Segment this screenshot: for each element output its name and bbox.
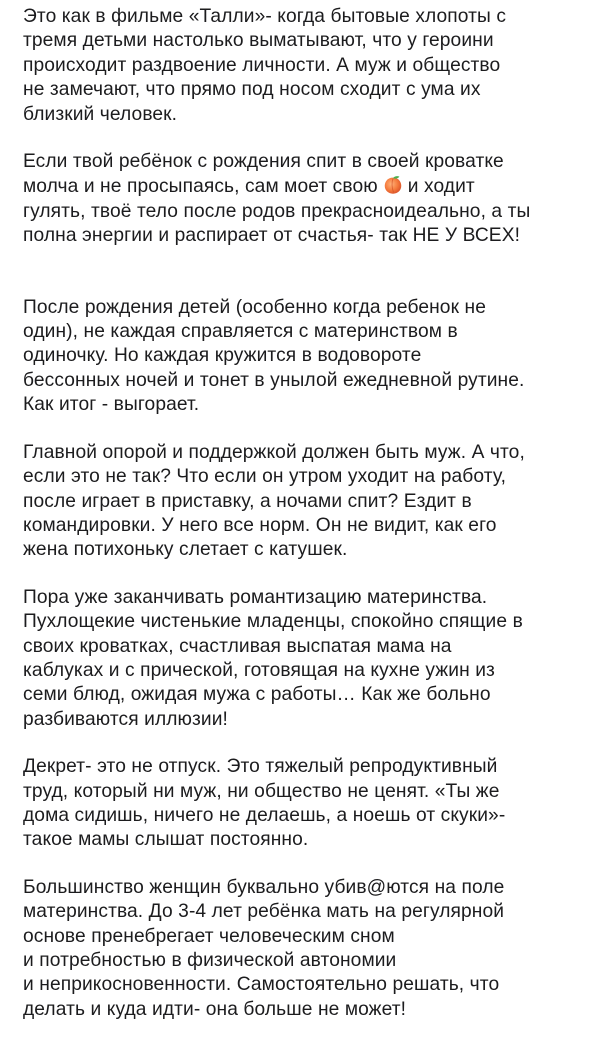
text-line: труд, который ни муж, ни общество не ценят. «Ты же <box>23 780 500 802</box>
peach-icon <box>382 174 404 196</box>
text-line: дома сидишь, ничего не делаешь, а ноешь от скуки»- <box>23 804 506 826</box>
text-line: и неприкосновенности. Самостоятельно решать, что <box>23 974 500 996</box>
text-line: разбиваются иллюзии! <box>23 708 228 730</box>
text-line: материнства. До 3-4 лет ребёнка мать на регулярной <box>23 901 505 923</box>
text-line: такое мамы слышат постоянно. <box>23 829 309 851</box>
paragraph-not-for-everyone <box>23 150 593 249</box>
paragraph-romanticization <box>23 586 593 732</box>
text-line: каблуках и с прической, готовящая на кухне ужин из <box>23 659 495 681</box>
text-line: Если твой ребёнок с рождения спит в своей кроватке <box>23 151 504 173</box>
text-line: бессонных ночей и тонет в унылой ежедневной рутине. <box>23 369 525 391</box>
text-line: семи блюд, ожидая мужа с работы… Как же больно <box>23 684 491 706</box>
text-line: Большинство женщин буквально убив@ются на поле <box>23 876 505 898</box>
text-line-with-emoji <box>23 174 593 199</box>
text-line: После рождения детей (особенно когда ребенок не <box>23 296 486 318</box>
text-line: Декрет- это не отпуск. Это тяжелый репродуктивный <box>23 756 498 778</box>
text-line: одиночку. Но каждая кружится в водовороте <box>23 345 422 367</box>
text-line: делать и куда идти- она больше не может! <box>23 998 407 1020</box>
text-line: тремя детьми настолько выматывают, что у героини <box>23 30 494 52</box>
text-line: Это как в фильме «Талли»- когда бытовые хлопоты с <box>23 6 507 27</box>
paragraph-majority <box>23 876 593 1022</box>
text-line: если это не так? Что если он утром уходит на работу, <box>23 466 507 488</box>
text-fragment: и ходит <box>407 176 475 198</box>
text-line: не замечают, что прямо под носом сходит с ума их <box>23 79 481 101</box>
text-line: Пора уже заканчивать романтизацию материнства. <box>23 586 488 608</box>
text-line: гулять, твоё тело после родов прекрасноидеально, а ты <box>23 200 531 222</box>
text-line: Пухлощекие чистенькие младенцы, спокойно спящие в <box>23 611 523 633</box>
paragraph-maternity-leave <box>23 755 593 853</box>
text-line: Главной опорой и поддержкой должен быть муж. А что, <box>23 441 525 463</box>
text-line: Как итог - выгорает. <box>23 394 200 416</box>
paragraph-husband <box>23 441 593 563</box>
article-body <box>23 5 593 1045</box>
text-line: командировки. У него все норм. Он не видит, как его <box>23 514 497 536</box>
text-line: один), не каждая справляется с материнством в <box>23 321 458 343</box>
text-line: своих кроватках, счастливая выспатая мама на <box>23 635 452 657</box>
paragraph-talli <box>23 5 593 127</box>
text-line: основе пренебрегает человеческим сном <box>23 925 395 947</box>
text-line: жена потихоньку слетает с катушек. <box>23 539 348 561</box>
text-line: близкий человек. <box>23 103 178 125</box>
paragraph-burnout <box>23 296 593 418</box>
text-line: полна энергии и распирает от счастья- так НЕ У ВСЕХ! <box>23 225 521 247</box>
text-line: после играет в приставку, а ночами спит? Ездит в <box>23 490 472 512</box>
text-fragment: молча и не просыпаясь, сам моет свою <box>23 176 378 198</box>
text-line: и потребностью в физической автономии <box>23 950 397 971</box>
text-line: происходит раздвоение личности. А муж и общество <box>23 54 501 76</box>
